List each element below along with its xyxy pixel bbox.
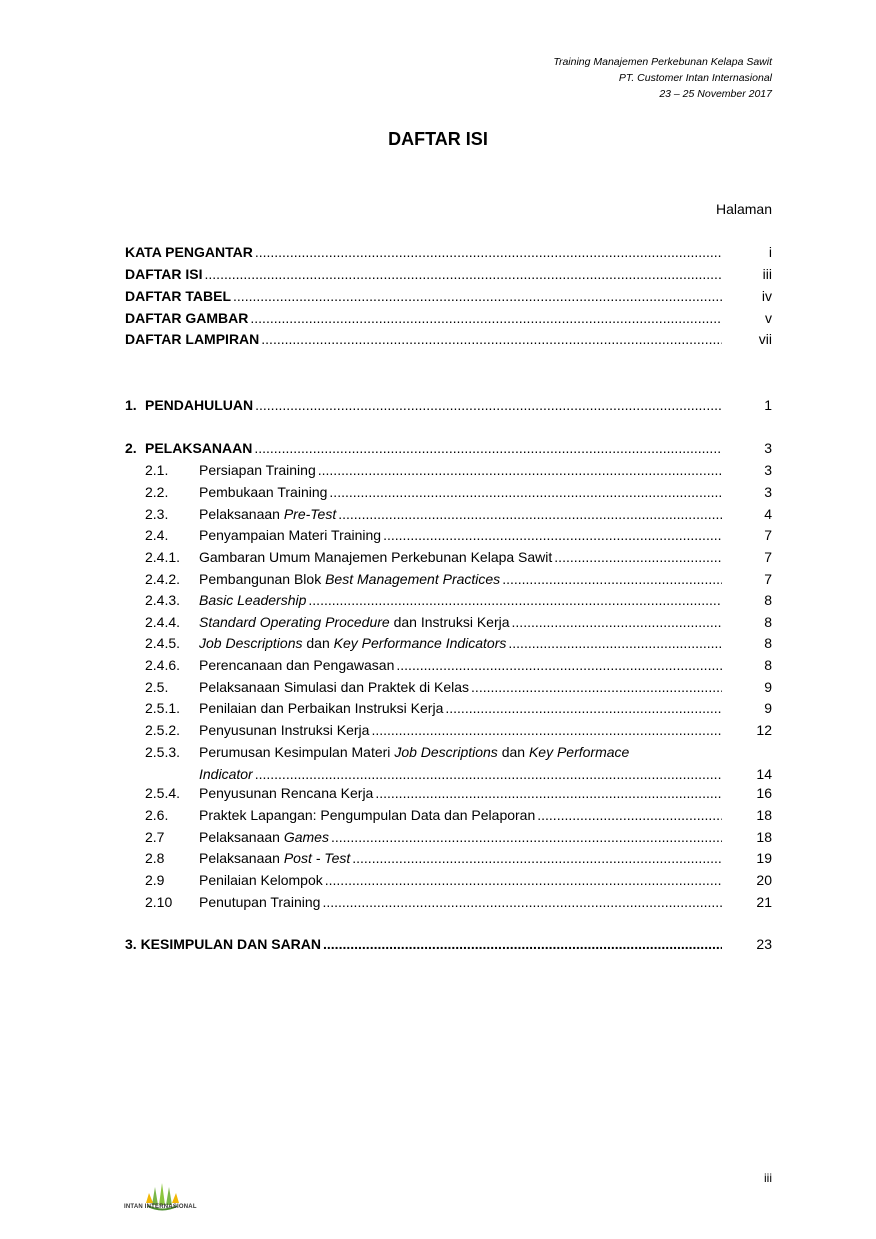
leader-dots (308, 592, 722, 608)
subsection-page: 16 (756, 785, 772, 801)
section-page: 1 (764, 397, 772, 413)
toc-subsection-2-4-2[interactable] (125, 567, 772, 587)
subsection-label (199, 484, 327, 500)
leader-dots (233, 288, 722, 304)
leader-dots (255, 244, 722, 260)
label-part: Perumusan Kesimpulan Materi (199, 744, 395, 760)
subsection-page: 14 (756, 766, 772, 782)
leader-dots (205, 266, 722, 282)
subsection-label-continued: Indicator (199, 766, 253, 782)
subsection-number: 2.8 (145, 850, 165, 866)
toc-entry-label: DAFTAR GAMBAR (125, 310, 249, 326)
leader-dots (396, 657, 722, 673)
toc-subsection-2-10[interactable] (125, 890, 772, 910)
section-label: PENDAHULUAN (145, 397, 254, 413)
subsection-page: 19 (756, 850, 772, 866)
subsection-number: 2.5.2. (145, 722, 181, 738)
toc-entry-label: DAFTAR LAMPIRAN (125, 331, 260, 347)
toc-entry-kata-pengantar[interactable] (125, 240, 772, 260)
subsection-number: 2.9 (145, 872, 165, 888)
toc-entry-page: vii (758, 331, 772, 347)
subsection-label (199, 785, 373, 801)
leader-dots (325, 872, 722, 888)
subsection-number: 2.4.1. (145, 549, 181, 565)
subsection-label (199, 462, 316, 478)
toc-subsection-2-4[interactable] (125, 523, 772, 543)
label-italic: Job Descriptions (199, 635, 303, 651)
subsection-number: 2.4.3. (145, 592, 181, 608)
toc-section-pendahuluan[interactable] (125, 393, 772, 413)
toc-subsection-2-5-1[interactable] (125, 696, 772, 716)
section-number: 2. (125, 440, 137, 456)
subsection-label (199, 850, 350, 866)
leader-dots (254, 440, 722, 456)
toc-entry-page: iv (761, 288, 772, 304)
label-part: Penyampaian Materi Training (199, 527, 382, 543)
toc-entry-page: i (768, 244, 772, 260)
subsection-number: 2.4.2. (145, 571, 181, 587)
subsection-page: 7 (764, 527, 772, 543)
toc-subsection-2-4-6[interactable] (125, 653, 772, 673)
leader-dots (250, 310, 722, 326)
subsection-number: 2.5.4. (145, 785, 181, 801)
subsection-label (199, 527, 381, 543)
leader-dots (502, 571, 722, 587)
page-title: DAFTAR ISI (388, 129, 488, 149)
leader-dots (338, 506, 722, 522)
label-part: dan Instruksi Kerja (389, 614, 510, 630)
subsection-page: 3 (764, 484, 772, 500)
logo-text: INTAN INTERNASIONAL (124, 1204, 197, 1210)
label-part: Pembangunan Blok (199, 571, 326, 587)
toc-subsection-2-9[interactable] (125, 868, 772, 888)
subsection-number: 2.4.6. (145, 657, 181, 673)
leader-dots (375, 785, 722, 801)
subsection-page: 9 (764, 679, 772, 695)
label-italic: Key Performance Indicators (333, 635, 507, 651)
label-italic: Games (283, 829, 329, 845)
toc-entry-label: DAFTAR ISI (125, 266, 203, 282)
subsection-number: 2.5.3. (145, 744, 181, 760)
header-line-2: PT. Customer Intan Internasional (618, 72, 772, 84)
section-label: 3. KESIMPULAN DAN SARAN (125, 936, 322, 952)
subsection-number: 2.4.5. (145, 635, 181, 651)
label-italic: Basic Leadership (199, 592, 307, 608)
label-part: Penilaian dan Perbaikan Instruksi Kerja (199, 700, 444, 716)
toc-entry-label: KATA PENGANTAR (125, 244, 253, 260)
subsection-page: 8 (764, 592, 772, 608)
toc-subsection-2-5-2[interactable] (125, 718, 772, 738)
subsection-number: 2.7 (145, 829, 165, 845)
subsection-label (199, 872, 323, 888)
subsection-page: 8 (764, 614, 772, 630)
subsection-page: 7 (764, 571, 772, 587)
subsection-number: 2.4.4. (145, 614, 181, 630)
subsection-page: 21 (756, 894, 772, 910)
toc-subsection-2-4-1[interactable] (125, 545, 772, 565)
toc-entry-page: iii (762, 266, 772, 282)
leader-dots (508, 635, 722, 651)
toc-entry-daftar-tabel[interactable] (125, 284, 772, 304)
subsection-label (199, 506, 336, 522)
label-part: Persiapan Training (199, 462, 316, 478)
leader-dots (329, 484, 722, 500)
halaman-label: Halaman (715, 201, 772, 217)
label-part: Pembukaan Training (199, 484, 328, 500)
toc-entry-daftar-isi[interactable] (125, 262, 772, 282)
label-part: Pelaksanaan (199, 829, 284, 845)
label-italic: Key Performace (528, 744, 630, 760)
toc-subsection-line-1[interactable] (125, 740, 772, 760)
leader-dots (318, 462, 722, 478)
subsection-label (199, 829, 329, 845)
toc-section-kesimpulan[interactable] (125, 932, 772, 952)
leader-dots (331, 829, 722, 845)
subsection-page: 12 (756, 722, 772, 738)
leader-dots (323, 936, 722, 952)
leader-dots (383, 527, 722, 543)
subsection-page: 7 (764, 549, 772, 565)
subsection-label (199, 592, 306, 608)
subsection-number: 2.2. (145, 484, 169, 500)
toc-subsection-2-5-4[interactable] (125, 781, 772, 801)
section-page: 23 (756, 936, 772, 952)
toc-subsection-2-2[interactable] (125, 480, 772, 500)
toc-subsection-2-7[interactable] (125, 825, 772, 845)
subsection-label (199, 635, 506, 651)
leader-dots (471, 679, 722, 695)
subsection-number: 2.5. (145, 679, 169, 695)
toc-subsection-2-1[interactable] (125, 458, 772, 478)
leader-dots (255, 397, 722, 413)
toc-subsection-2-5[interactable] (125, 675, 772, 695)
section-page: 3 (764, 440, 772, 456)
subsection-page: 8 (764, 635, 772, 651)
toc-entry-label: DAFTAR TABEL (125, 288, 232, 304)
subsection-label (199, 807, 535, 823)
subsection-page: 3 (764, 462, 772, 478)
subsection-label (199, 679, 469, 695)
subsection-number: 2.5.1. (145, 700, 181, 716)
label-part: Gambaran Umum Manajemen Perkebunan Kelapa Sawit (199, 549, 553, 565)
subsection-page: 18 (756, 807, 772, 823)
subsection-page: 8 (764, 657, 772, 673)
subsection-label (199, 700, 443, 716)
leader-dots (445, 700, 722, 716)
subsection-number: 2.6. (145, 807, 169, 823)
label-part: Pelaksanaan Simulasi dan Praktek di Kelas (199, 679, 470, 695)
leader-dots (322, 894, 722, 910)
label-part: dan (497, 744, 529, 760)
label-part: Perencanaan dan Pengawasan (199, 657, 395, 673)
running-header (553, 54, 772, 102)
subsection-page: 9 (764, 700, 772, 716)
label-part: Penilaian Kelompok (199, 872, 323, 888)
toc-subsection-2-8[interactable] (125, 846, 772, 866)
toc-subsection-2-6[interactable] (125, 803, 772, 823)
subsection-page: 4 (764, 506, 772, 522)
leader-dots (261, 331, 722, 347)
toc-subsection-2-4-3[interactable] (125, 588, 772, 608)
label-part: Praktek Lapangan: Pengumpulan Data dan Pelaporan (199, 807, 536, 823)
subsection-label (199, 722, 369, 738)
leader-dots (255, 766, 722, 782)
subsection-label (199, 549, 552, 565)
subsection-label (199, 571, 500, 587)
leader-dots (512, 614, 722, 630)
toc-entry-page: v (765, 310, 772, 326)
label-part: Pelaksanaan (199, 506, 284, 522)
toc-subsection-2-4-5[interactable] (125, 631, 772, 651)
subsection-label (199, 657, 394, 673)
section-label: PELAKSANAAN (145, 440, 253, 456)
leader-dots (371, 722, 722, 738)
label-part: Penyusunan Instruksi Kerja (199, 722, 370, 738)
toc-subsection-2-4-4[interactable] (125, 610, 772, 630)
leader-dots (554, 549, 722, 565)
label-italic: Job Descriptions (394, 744, 498, 760)
subsection-number: 2.3. (145, 506, 169, 522)
section-number: 1. (125, 397, 137, 413)
subsection-label (199, 744, 629, 760)
page-number: iii (764, 1171, 772, 1185)
subsection-label (199, 614, 510, 630)
subsection-number: 2.10 (145, 894, 173, 910)
subsection-number: 2.1. (145, 462, 169, 478)
label-part: Penutupan Training (199, 894, 321, 910)
label-part: dan (302, 635, 334, 651)
toc-subsection-2-3[interactable] (125, 502, 772, 522)
subsection-number: 2.4. (145, 527, 169, 543)
label-part: Penyusunan Rencana Kerja (199, 785, 374, 801)
toc-entry-daftar-lampiran[interactable] (125, 327, 772, 347)
leader-dots (537, 807, 722, 823)
toc-subsection-line-2[interactable] (125, 762, 772, 782)
leader-dots (352, 850, 722, 866)
label-italic: Best Management Practices (325, 571, 501, 587)
header-line-1: Training Manajemen Perkebunan Kelapa Sawit (553, 56, 772, 68)
label-part: Pelaksanaan (199, 850, 284, 866)
toc-section-pelaksanaan[interactable] (125, 436, 772, 456)
header-line-3: 23 – 25 November 2017 (659, 88, 772, 100)
subsection-label (199, 894, 320, 910)
label-italic: Pre-Test (283, 506, 337, 522)
label-italic: Post - Test (283, 850, 351, 866)
subsection-page: 20 (756, 872, 772, 888)
toc-entry-daftar-gambar[interactable] (125, 306, 772, 326)
subsection-page: 18 (756, 829, 772, 845)
label-italic: Standard Operating Procedure (199, 614, 390, 630)
